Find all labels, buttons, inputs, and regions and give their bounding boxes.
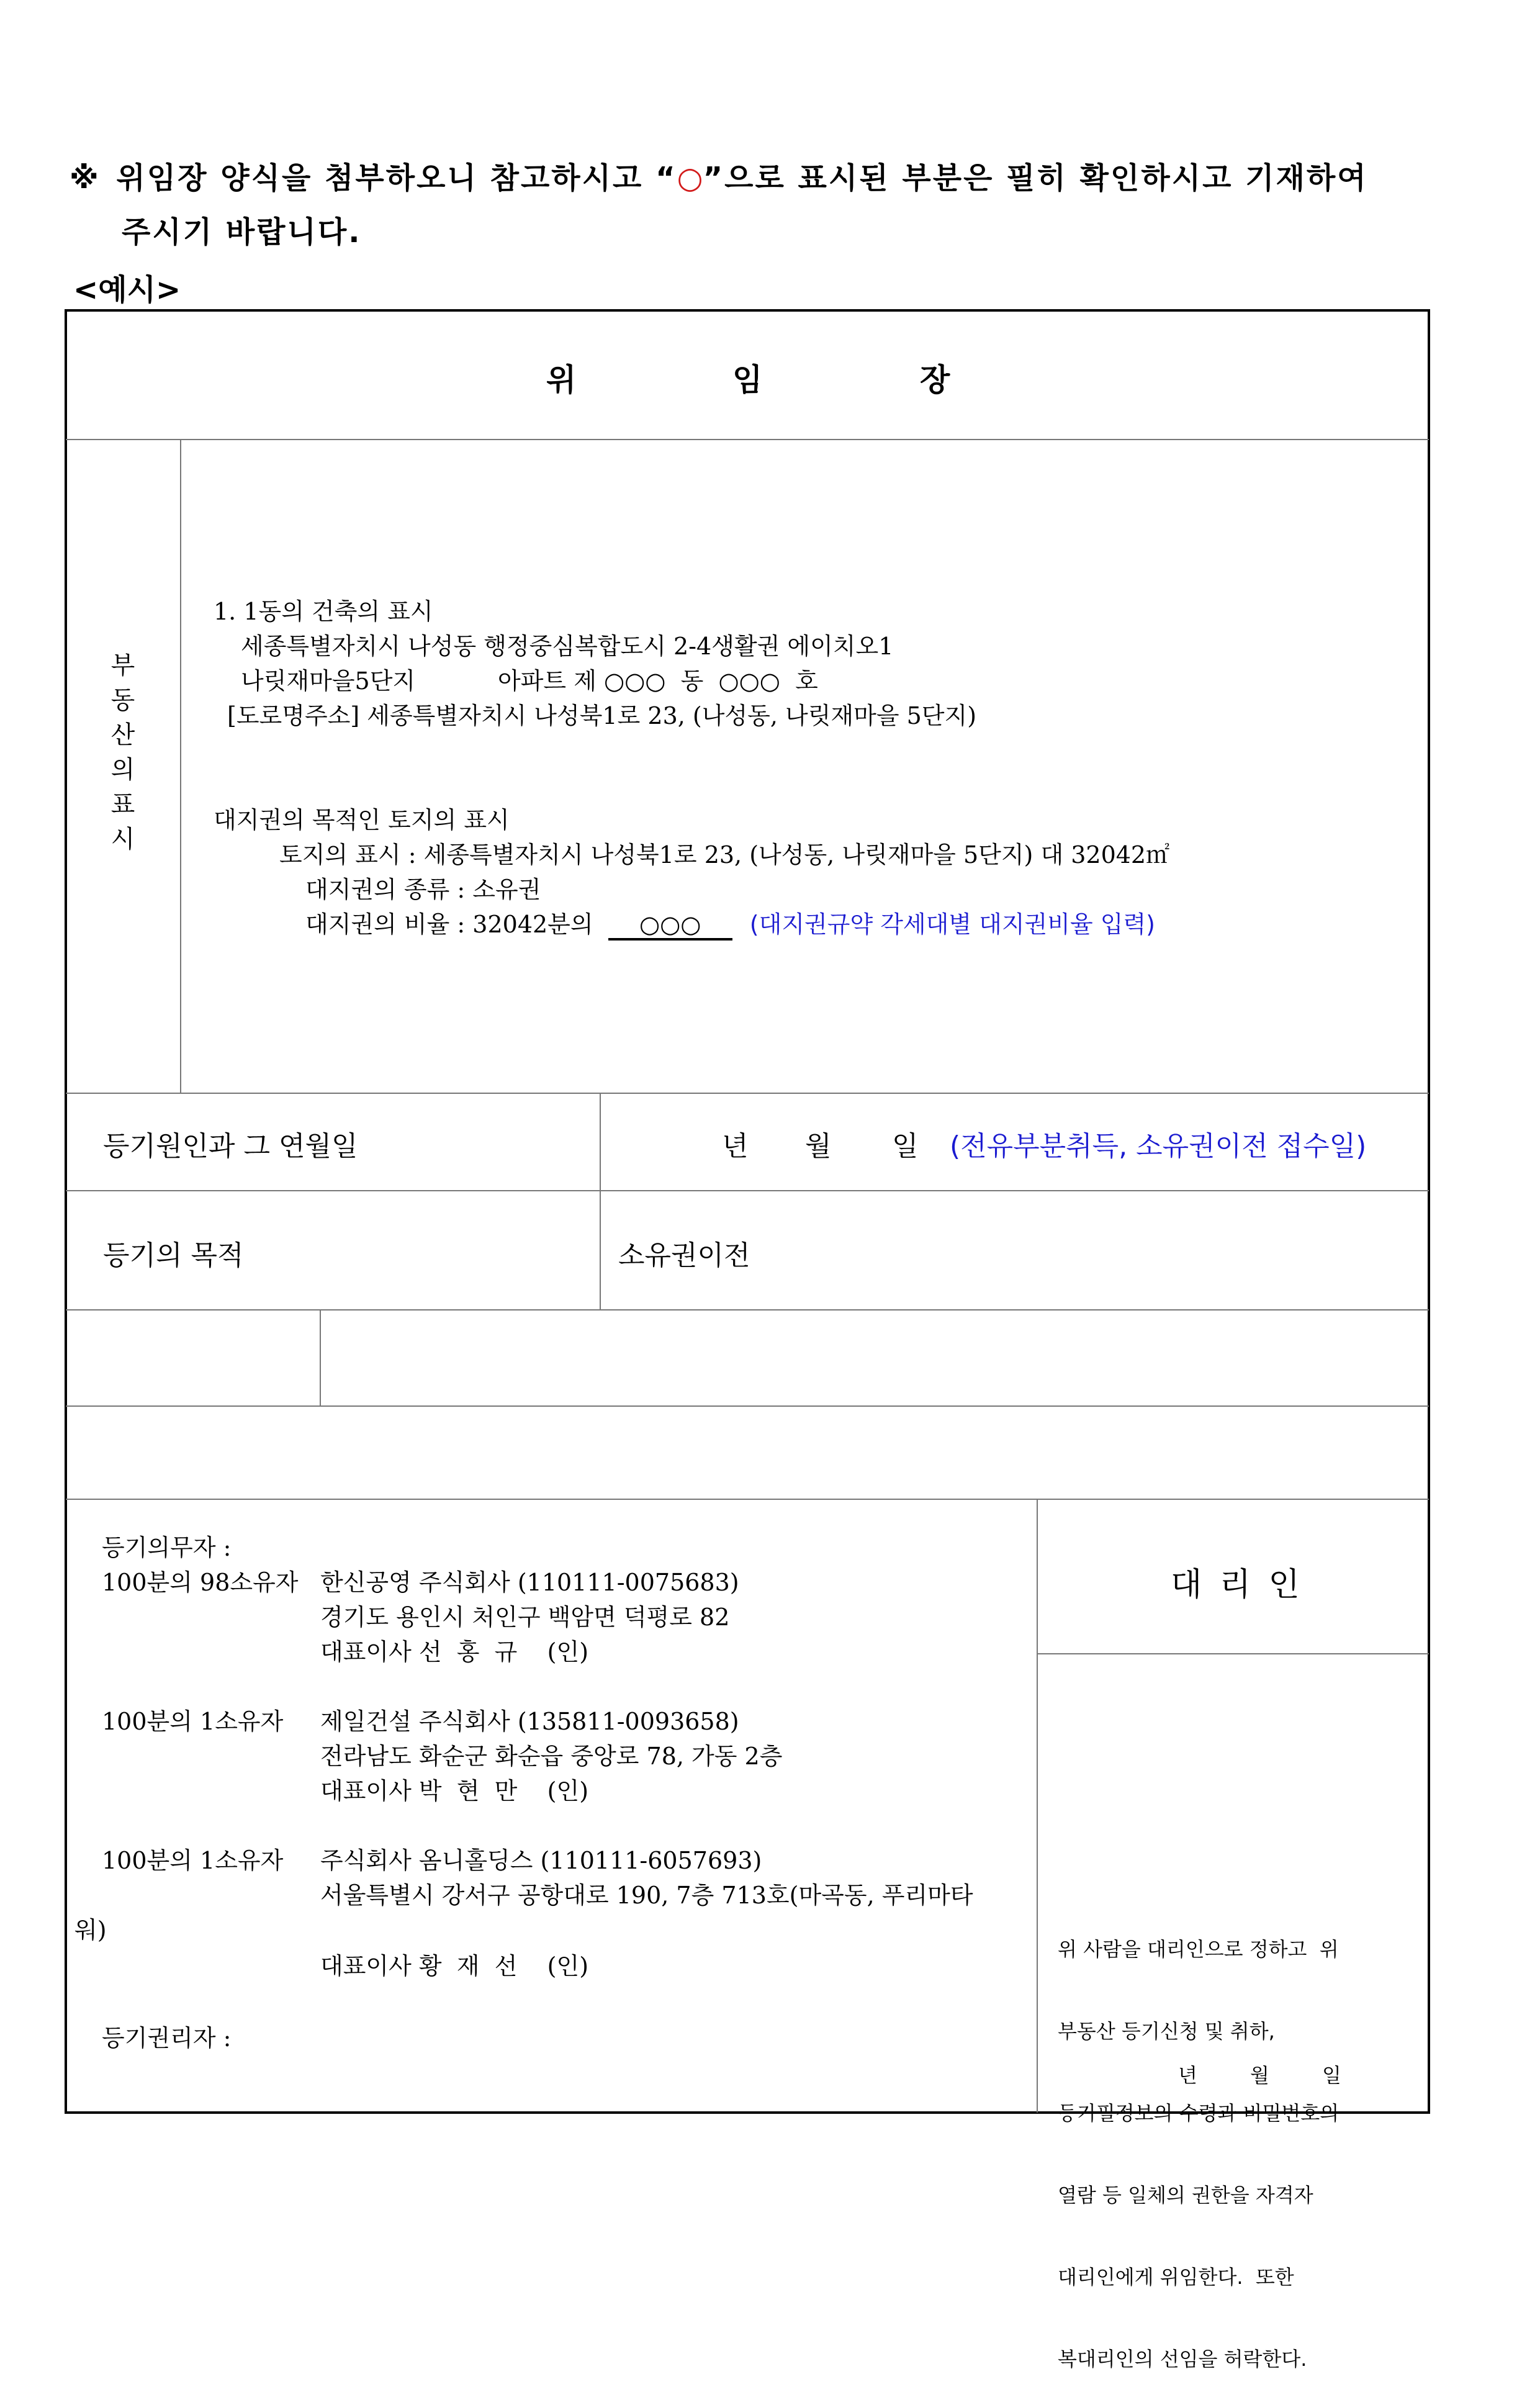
notice-line-1 [70,154,1368,197]
agent-date-month: 월 [1250,2064,1269,2087]
right-type: 대지권의 종류 : 소유권 [305,876,541,903]
agent-title: 대 리 인 [1171,1566,1304,1604]
agent-date-year: 년 [1178,2064,1197,2087]
owner2-address: 전라남도 화순군 화순읍 중앙로 78, 가동 2층 [320,1743,783,1770]
rule-agent-split [1037,1499,1038,2113]
rule-cause-split [600,1093,601,1310]
delegation-line: 복대리인의 선임을 허락한다. [1058,2347,1307,2371]
notice-mark: ※ [70,161,99,196]
purpose-value: 소유권이전 [618,1240,750,1271]
owner3-share: 100분의 1소유자 [102,1847,284,1874]
notice-text-b: ”으로 표시된 부분은 필히 확인하시고 기재하여 [703,161,1368,196]
owner2-rep: 대표이사 박 현 만 (인) [320,1777,589,1805]
building-line-2a: 나릿재마을5단지 [241,667,416,695]
example-label: <예시> [73,273,181,307]
ratio-line [305,905,1155,941]
delegation-line: 등기필정보의 수령과 비밀번호의 [1058,2101,1340,2125]
cause-label: 등기원인과 그 연월일 [103,1130,358,1162]
ratio-note: (대지권규약 각세대별 대지권비율 입력) [749,911,1155,938]
side-char: 산 [110,721,135,749]
doc-title-1: 위 [546,362,577,398]
delegation-line: 위 사람을 대리인으로 정하고 위 [1058,1938,1339,1961]
side-char: 부 [110,651,135,680]
side-char: 동 [110,686,135,715]
owner3-rep: 대표이사 황 재 선 (인) [320,1952,589,1980]
owner3-address-b: 워) [74,1916,107,1944]
side-char: 의 [110,756,135,784]
cause-day: 일 [892,1130,919,1162]
building-line-1: 세종특별자치시 나성동 행정중심복합도시 2-4생활권 에이치오1 [241,633,894,660]
obligor-label: 등기의무자 : [102,1534,232,1561]
delegation-text [1058,1881,1339,2400]
land-line: 토지의 표시 : 세종특별자치시 나성북1로 23, (나성동, 나릿재마을 5단지) 대 32042㎡ [279,841,1170,868]
rule-empty-split [320,1310,321,1406]
circle-mark: ○ [677,161,703,196]
owner1-name: 한신공영 주식회사 (110111-0075683) [320,1569,739,1596]
notice-text-a: 위임장 양식을 첨부하오니 참고하시고 “ [116,161,677,196]
cause-note: (전유부분취득, 소유권이전 접수일) [950,1130,1367,1162]
building-header: 1. 1동의 건축의 표시 [214,598,433,625]
side-char: 시 [110,825,135,854]
rule-purpose [66,1309,1429,1311]
delegation-line: 부동산 등기신청 및 취하, [1058,2019,1275,2043]
land-header: 대지권의 목적인 토지의 표시 [214,806,510,834]
owner2-share: 100분의 1소유자 [102,1708,284,1735]
rule-empty2 [66,1499,1429,1500]
rule-title [66,439,1429,440]
obligee-label: 등기권리자 : [102,2024,232,2052]
owner1-address: 경기도 용인시 처인구 백암면 덕평로 82 [320,1604,730,1631]
owner3-name: 주식회사 옴니홀딩스 (110111-6057693) [320,1847,762,1874]
road-address: [도로명주소] 세종특별자치시 나성북1로 23, (나성동, 나릿재마을 5단지) [227,702,977,729]
rule-cause [66,1190,1429,1191]
cause-month: 월 [805,1130,832,1162]
doc-title-2: 임 [732,362,763,398]
property-side-label [109,648,137,857]
ratio-value: ○○○ [608,911,732,941]
owner3-address-a: 서울특별시 강서구 공항대로 190, 7층 713호(마곡동, 푸리마타 [320,1882,973,1909]
owner1-rep: 대표이사 선 홍 규 (인) [320,1638,589,1666]
owner1-share: 100분의 98소유자 [102,1569,299,1596]
side-char: 표 [110,790,135,819]
purpose-label: 등기의 목적 [103,1240,244,1271]
rule-empty1 [66,1405,1429,1407]
rule-side-label [180,440,181,1093]
agent-date-day: 일 [1322,2064,1341,2087]
rule-agent [1038,1653,1429,1654]
cause-year: 년 [722,1130,749,1162]
notice-line-2: 주시기 바랍니다. [122,215,362,250]
ratio-label: 대지권의 비율 : 32042분의 [305,911,593,938]
doc-title-3: 장 [920,362,950,398]
rule-property [66,1093,1429,1094]
delegation-line: 열람 등 일체의 권한을 자격자 [1058,2183,1313,2207]
owner2-name: 제일건설 주식회사 (135811-0093658) [320,1708,739,1735]
building-line-2b: 아파트 제 ○○○ 동 ○○○ 호 [498,667,818,695]
delegation-line: 대리인에게 위임한다. 또한 [1058,2265,1294,2289]
